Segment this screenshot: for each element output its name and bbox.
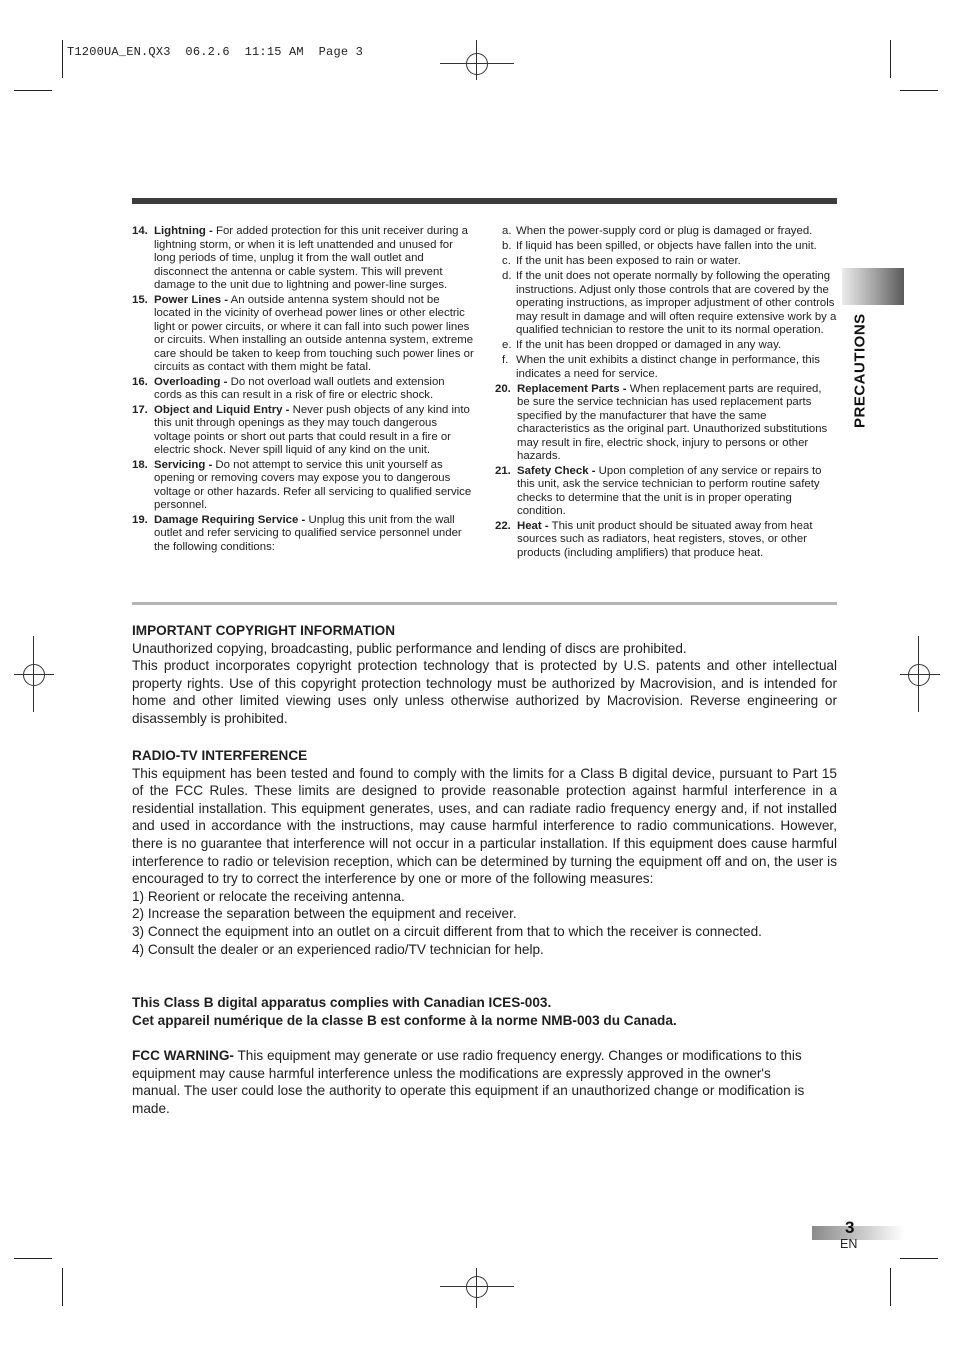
radio-tv-paragraph: This equipment has been tested and found to comply with the limits for a Class B digital device, pursuant to Part 15 of the FCC Rules. These limits are designed to provide reasonable protection against harmful interference in a residential installation. This equipment generates, uses, and can radiate radio frequency energy and, if not installed and used in accordance with the instructions, may cause harmful interference to radio communications. However, there is no guarantee that interference will not occur in a particular installation. If this equipment does cause harmful interference to radio or television reception, which can be determined by turning the equipment off and on, the user is encouraged to try to correct the interference by one or more of the following measures: [132, 765, 837, 887]
condition-item: d. If the unit does not operate normally by following the operating instructions. Adjust only those controls that are covered by the operating instructions, as improper adjustment of other controls may result in damage and will often require extensive work by a qualified technician to restore the unit to its normal operation. [502, 270, 837, 336]
precaution-item: 15. Power Lines - An outside antenna system should not be located in the vicinity of overhead power lines or other electric light or power circuits, or where it can fall into such power lines or circuits. When installing an outside antenna system, extreme care should be taken to keep from touching such power lines or circuits as contact with them might be fatal. [132, 293, 474, 373]
precautions-right-column [495, 225, 837, 561]
precaution-item: 18. Servicing - Do not attempt to service this unit yourself as opening or removing covers may expose you to dangerous voltage or other hazards. Refer all servicing to qualified service personnel. [132, 458, 472, 511]
print-slug: T1200UA_EN.QX3 06.2.6 11:15 AM Page 3 [67, 45, 364, 59]
measure-item: 4) Consult the dealer or an experienced radio/TV technician for help. [132, 941, 544, 957]
page-language: EN [840, 1237, 858, 1251]
precaution-item: 17. Object and Liquid Entry - Never push objects of any kind into this unit through openings as they may touch dangerous voltage points or short out parts that could result in a fire or electric shock. Never spill liquid of any kind on the unit. [132, 403, 470, 456]
radio-tv-heading: RADIO-TV INTERFERENCE [132, 748, 308, 763]
copyright-heading: IMPORTANT COPYRIGHT INFORMATION [132, 623, 396, 638]
precaution-item: 22. Heat - This unit product should be situated away from heat sources such as radiators, heat registers, stoves, or other products (including amplifiers) that produce heat. [495, 519, 813, 559]
condition-item: c. If the unit has been exposed to rain or water. [502, 255, 741, 267]
precaution-item: 19. Damage Requiring Service - Unplug this unit from the wall outlet and refer servicing to qualified service personnel under the following conditions: [132, 513, 462, 553]
precaution-item: 21. Safety Check - Upon completion of any service or repairs to this unit, ask the service technician to perform routine safety checks to determine that the unit is in proper operating condition. [495, 464, 822, 517]
measure-item: 2) Increase the separation between the equipment and receiver. [132, 906, 517, 922]
condition-item: a. When the power-supply cord or plug is damaged or frayed. [502, 225, 813, 237]
top-rule [132, 198, 837, 204]
fcc-warning-text: This equipment may generate or use radio frequency energy. Changes or modifications to this equipment may cause harmful interference unless the modifications are expressly approved in the owner's manual. The user could lose the authority to operate this equipment if an unauthorized change or modification is made. [132, 1048, 805, 1116]
precaution-item: 16. Overloading - Do not overload wall outlets and extension cords as this can result in a risk of fire or electric shock. [132, 375, 445, 401]
radio-tv-section [132, 747, 837, 958]
precautions-left-column [132, 225, 474, 555]
condition-item: b. If liquid has been spilled, or objects have fallen into the unit. [502, 240, 817, 252]
ices-statement: This Class B digital apparatus complies with Canadian ICES-003. [132, 995, 552, 1010]
copyright-section [132, 622, 837, 728]
copyright-paragraph: This product incorporates copyright protection technology that is protected by U.S. patents and other intellectual property rights. Use of this copyright protection technology must be authorized by Macrovision, and is intended for home and other limited viewing uses only unless otherwise authorized by Macrovision. Reverse engineering or disassembly is prohibited. [132, 658, 837, 726]
precaution-item: 20. Replacement Parts - When replacement parts are required, be sure the service technician has used replacement parts specified by the manufacturer that have the same characteristics as the original part. Unauthorized substitutions may result in fire, electric shock, injury to persons or other hazards. [495, 382, 828, 462]
measure-item: 1) Reorient or relocate the receiving antenna. [132, 888, 405, 904]
fcc-warning-label: FCC WARNING- [132, 1048, 234, 1063]
page-number-bar [812, 1226, 904, 1240]
section-tab [842, 268, 904, 305]
nmb-statement: Cet appareil numérique de la classe B est conforme à la norme NMB-003 du Canada. [132, 1012, 677, 1028]
section-divider [132, 602, 837, 605]
measure-item: 3) Connect the equipment into an outlet on a circuit different from that to which the receiver is connected. [132, 923, 762, 939]
section-tab-label: PRECAUTIONS [851, 313, 869, 428]
fcc-warning [132, 1047, 822, 1117]
canada-compliance [132, 994, 837, 1029]
condition-item: e. If the unit has been dropped or damaged in any way. [502, 339, 782, 351]
precaution-item: 14. Lightning - For added protection for this unit receiver during a lightning storm, or when it is left unattended and unused for long periods of time, unplug it from the wall outlet and disconnect the antenna or cable system. This will prevent damage to the unit due to lightning and power-line surges. [132, 225, 468, 291]
condition-item: f. When the unit exhibits a distinct change in performance, this indicates a need for service. [502, 354, 820, 380]
page-number: 3 [845, 1218, 855, 1237]
copyright-line: Unauthorized copying, broadcasting, public performance and lending of discs are prohibited. [132, 640, 687, 656]
